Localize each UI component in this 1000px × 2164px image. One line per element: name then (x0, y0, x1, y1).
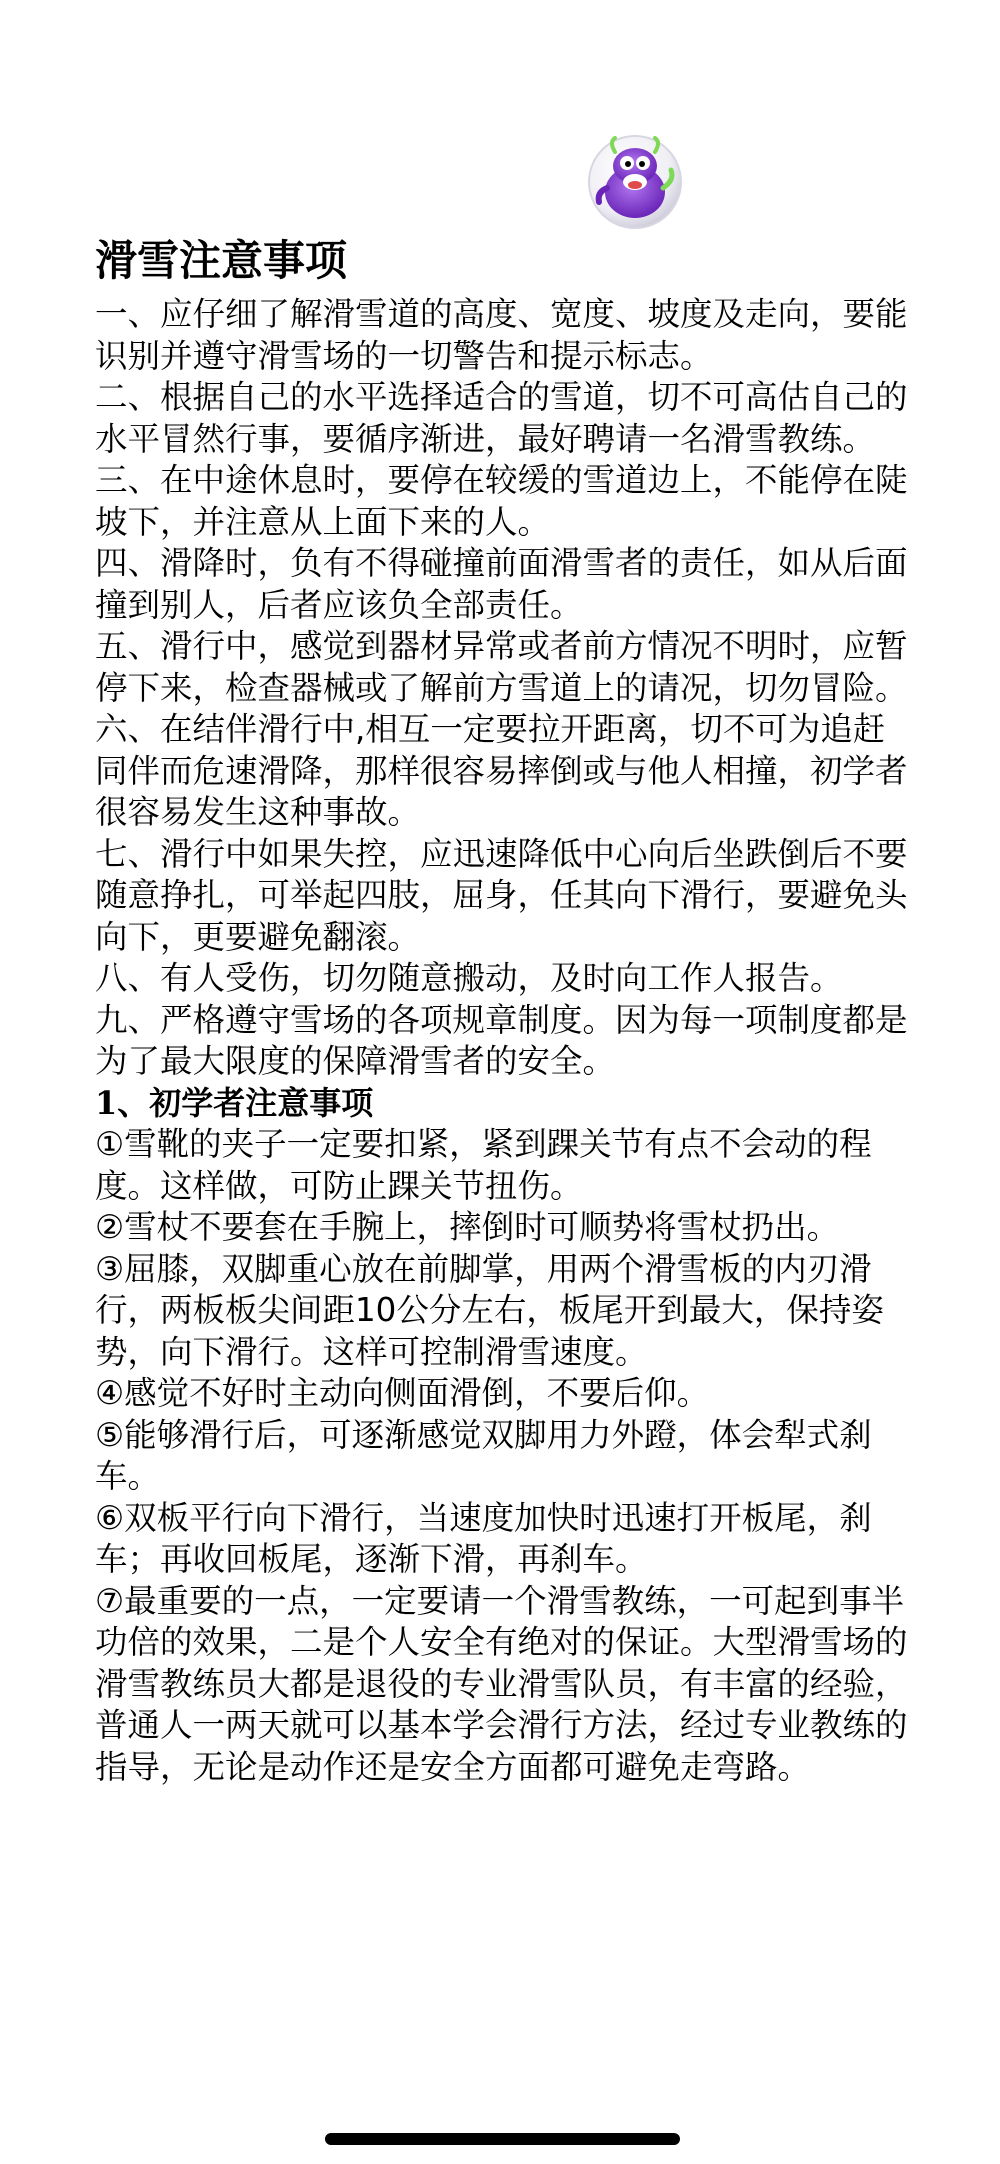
article (95, 234, 915, 1788)
rule-4: 四、滑降时，负有不得碰撞前面滑雪者的责任，如从后面撞到别人，后者应该负全部责任。 (95, 544, 908, 624)
home-indicator[interactable] (325, 2133, 680, 2145)
avatar[interactable] (585, 130, 685, 230)
beginner-tip-3: ③屈膝，双脚重心放在前脚掌，用两个滑雪板的内刃滑行，两板板尖间距10公分左右，板尾开到最大，保持姿势，向下滑行。这样可控制滑雪速度。 (95, 1249, 884, 1371)
rule-9: 九、严格遵守雪场的各项规章制度。因为每一项制度都是为了最大限度的保障滑雪者的安全。 (95, 1000, 908, 1080)
rule-5: 五、滑行中，感觉到器材异常或者前方情况不明时，应暂停下来，检查器械或了解前方雪道上的请况，切勿冒险。 (95, 627, 908, 707)
beginner-tip-5: ⑤能够滑行后，可逐渐感觉双脚用力外蹬，体会犁式刹车。 (95, 1415, 872, 1495)
beginner-tip-1: ①雪靴的夹子一定要扣紧，紧到踝关节有点不会动的程度。这样做，可防止踝关节扭伤。 (95, 1125, 872, 1205)
rule-7: 七、滑行中如果失控，应迅速降低中心向后坐跌倒后不要随意挣扎，可举起四肢，屈身，任其向下滑行，要避免头向下，更要避免翻滚。 (95, 834, 908, 956)
beginner-tip-4: ④感觉不好时主动向侧面滑倒，不要后仰。 (95, 1374, 710, 1412)
purple-monster-avatar-icon (585, 130, 685, 230)
rule-8: 八、有人受伤，切勿随意搬动，及时向工作人报告。 (95, 959, 843, 997)
rule-6: 六、在结伴滑行中,相互一定要拉开距离，切不可为追赶同伴而危速滑降，那样很容易摔倒或与他人相撞，初学者很容易发生这种事故。 (95, 710, 908, 831)
article-title: 滑雪注意事项 (95, 236, 348, 285)
beginner-tip-2: ②雪杖不要套在手腕上，摔倒时可顺势将雪杖扔出。 (95, 1208, 840, 1246)
beginner-tip-6: ⑥双板平行向下滑行，当速度加快时迅速打开板尾，刹车；再收回板尾，逐渐下滑，再刹车。 (95, 1498, 872, 1578)
rule-2: 二、根据自己的水平选择适合的雪道，切不可高估自己的水平冒然行事，要循序渐进，最好聘请一名滑雪教练。 (95, 378, 908, 458)
rule-3: 三、在中途休息时，要停在较缓的雪道边上，不能停在陡坡下，并注意从上面下来的人。 (95, 461, 908, 541)
beginner-heading: 1、初学者注意事项 (95, 1083, 374, 1122)
rule-1: 一、应仔细了解滑雪道的高度、宽度、坡度及走向，要能识别并遵守滑雪场的一切警告和提示标志。 (95, 295, 908, 375)
beginner-tip-7: ⑦最重要的一点，一定要请一个滑雪教练，一可起到事半功倍的效果，二是个人安全有绝对的保证。大型滑雪场的滑雪教练员大都是退役的专业滑雪队员，有丰富的经验，普通人一两天就可以基本学会滑行方法，经过专业教练的指导，无论是动作还是安全方面都可避免走弯路。 (95, 1581, 908, 1786)
